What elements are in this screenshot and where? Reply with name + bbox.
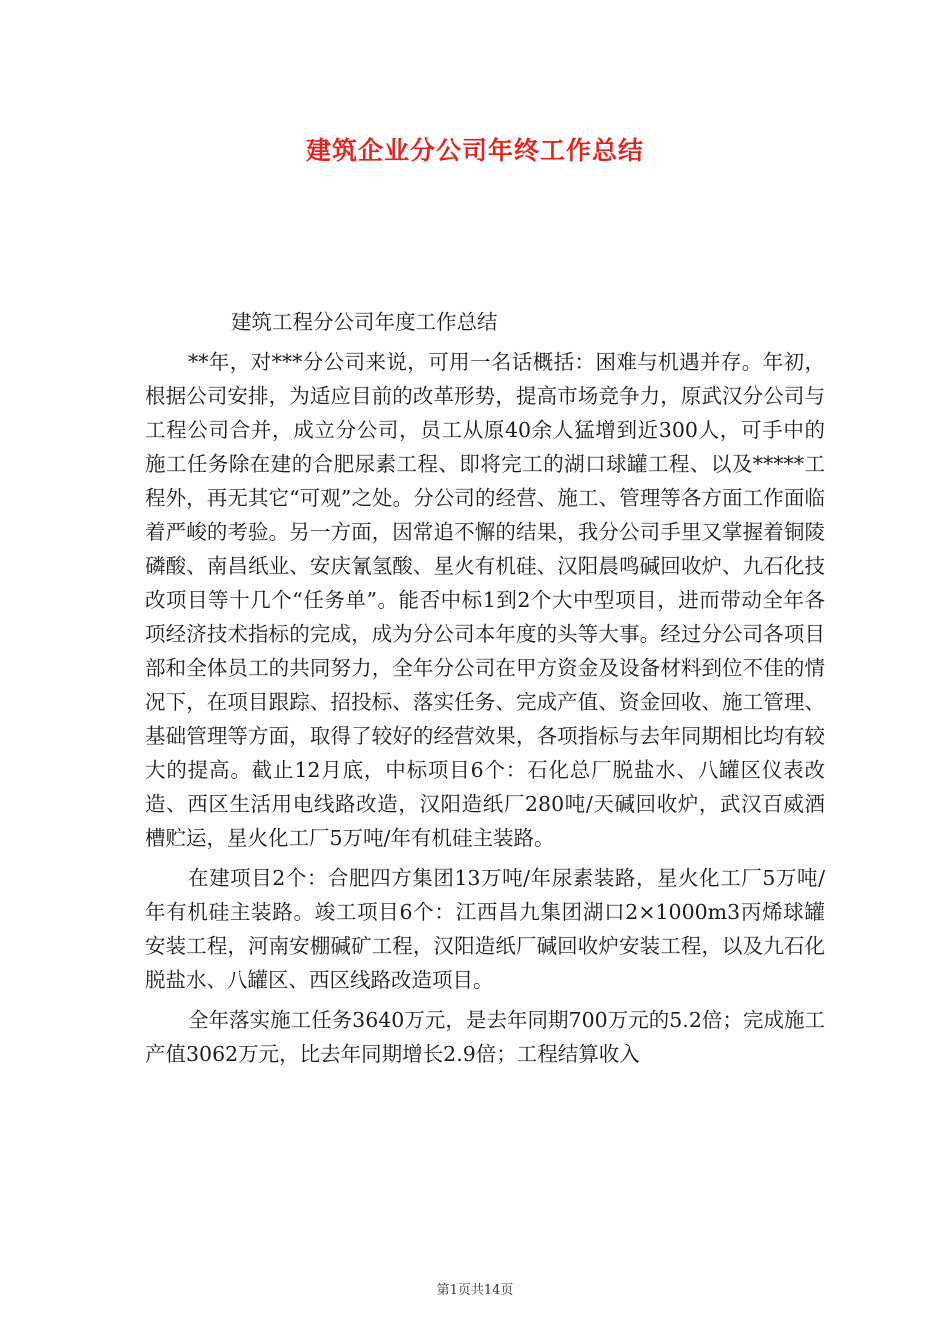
document-title: 建筑企业分公司年终工作总结	[305, 136, 644, 165]
paragraph-1: **年，对***分公司来说，可用一名话概括：困难与机遇并存。年初，根据公司安排，为适应目前的改革形势，提高市场竞争力，原武汉分公司与工程公司合并，成立分公司，员工从原40余人猛增到近300人，可手中的施工任务除在建的合肥尿素工程、即将完工的湖口球罐工程、以及*****工程外，再无其它“可观”之处。分公司的经营、施工、管理等各方面工作面临着严峻的考验。另一方面，因常追不懈的结果，我分公司手里又掌握着铜陵磷酸、南昌纸业、安庆氰氢酸、星火有机硅、汉阳晨鸣碱回收炉、九石化技改项目等十几个“任务单”。能否中标1到2个大中型项目，进而带动全年各项经济技术指标的完成，成为分公司本年度的头等大事。经过分公司各项目部和全体员工的共同努力，全年分公司在甲方资金及设备材料到位不佳的情况下，在项目跟踪、招投标、落实任务、完成产值、资金回收、施工管理、基础管理等方面，取得了较好的经营效果，各项指标与去年同期相比均有较大的提高。截止12月底，中标项目6个：石化总厂脱盐水、八罐区仪表改造、西区生活用电线路改造，汉阳造纸厂280吨/天碱回收炉，武汉百威酒槽贮运，星火化工厂5万吨/年有机硅主装路。	[145, 350, 825, 850]
page-number: 第1页共14页	[436, 1283, 514, 1298]
document-subtitle: 建筑工程分公司年度工作总结	[231, 310, 498, 334]
paragraph-2: 在建项目2个：合肥四方集团13万吨/年尿素装路，星火化工厂5万吨/年有机硅主装路。竣工项目6个：江西昌九集团湖口2×1000m3丙烯球罐安装工程，河南安棚碱矿工程，汉阳造纸厂碱回收炉安装工程，以及九石化脱盐水、八罐区、西区线路改造项目。	[145, 866, 825, 992]
paragraph-3: 全年落实施工任务3640万元，是去年同期700万元的5.2倍；完成施工产值3062万元，比去年同期增长2.9倍；工程结算收入	[145, 1008, 825, 1066]
document-body	[145, 305, 825, 1077]
